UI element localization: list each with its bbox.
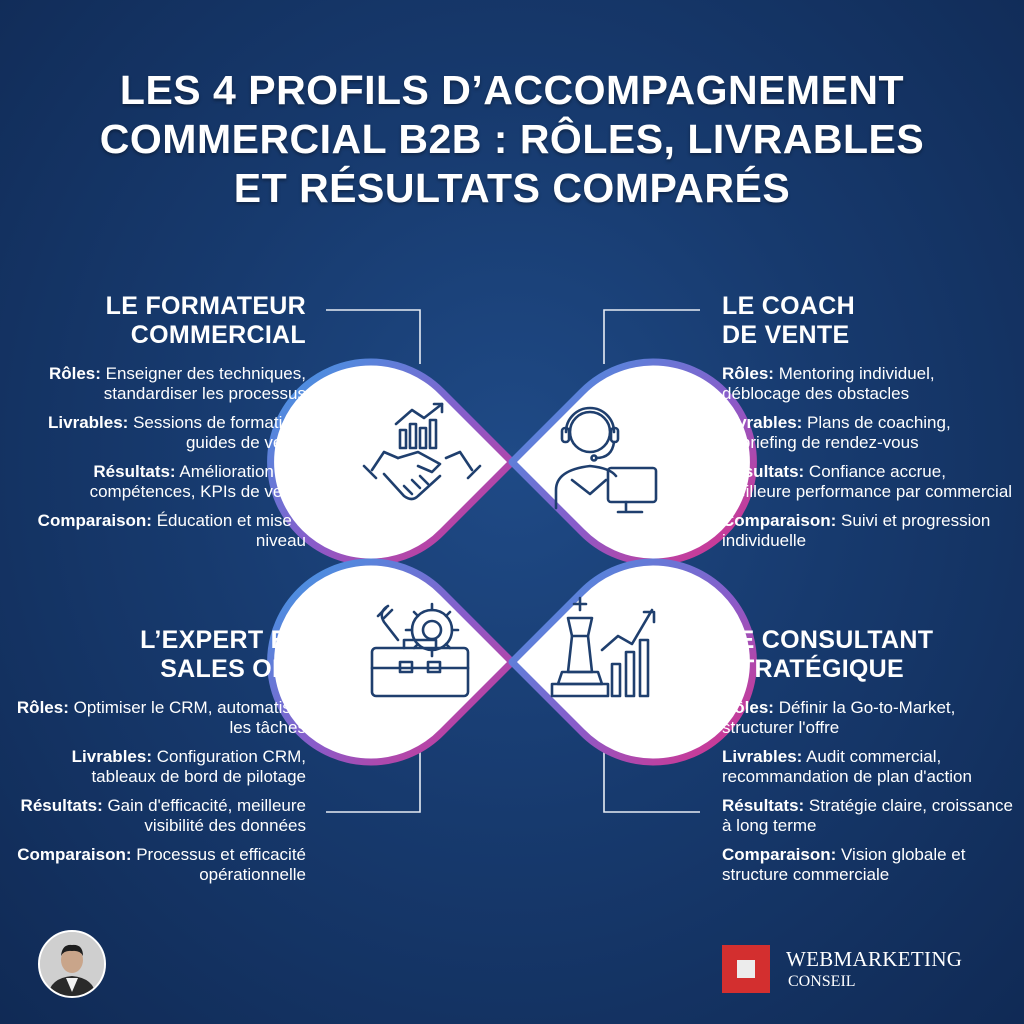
profile-shape-formateur: [271, 362, 512, 562]
item-label: Rôles:: [16, 698, 69, 717]
item-label: Comparaison:: [17, 845, 132, 864]
item-text: Processus et efficacité opérationnelle: [131, 845, 306, 884]
person-icon: [40, 932, 104, 996]
brand-logo: [722, 945, 992, 995]
item-label: Comparaison:: [722, 511, 837, 530]
profile-name: LE COACH DE VENTE: [722, 292, 855, 349]
item-text: Gain d'efficacité, meilleure visibilité des données: [102, 796, 306, 835]
item-label: Comparaison:: [37, 511, 152, 530]
item-text: Définir la Go-to-Market, structurer l'offre: [722, 698, 956, 737]
item-label: Livrables:: [722, 747, 803, 766]
profile-resultats: [10, 462, 306, 502]
profile-shape-sales-ops: [271, 562, 512, 762]
item-label: Résultats:: [20, 796, 103, 815]
item-label: Rôles:: [48, 364, 101, 383]
logo-text-line2: CONSEIL: [788, 973, 856, 990]
logo-square-icon: [722, 945, 770, 993]
item-text: Confiance accrue, meilleure performance par commercial: [722, 462, 1013, 501]
item-text: Vision globale et structure commerciale: [722, 845, 966, 884]
item-label: Résultats:: [722, 796, 805, 815]
profile-block-coach: [722, 292, 1014, 560]
item-text: Configuration CRM, tableaux de bord de pilotage: [91, 747, 306, 786]
profile-name: L’EXPERT EN SALES OPS: [140, 626, 306, 683]
avatar: [38, 930, 106, 998]
item-label: Livrables:: [722, 413, 803, 432]
item-label: Livrables:: [71, 747, 152, 766]
profile-block-sales-ops: [10, 626, 306, 894]
logo-text-line1: WEBMARKETING: [786, 947, 963, 971]
profile-livrables: [10, 413, 306, 453]
item-text: Mentoring individuel, déblocage des obstacles: [722, 364, 935, 403]
item-label: Résultats:: [93, 462, 176, 481]
item-label: Rôles:: [722, 364, 774, 383]
item-label: Résultats:: [722, 462, 805, 481]
profile-livrables: [10, 747, 306, 787]
profile-resultats: [10, 796, 306, 836]
profile-comparaison: [722, 511, 1014, 551]
item-label: Livrables:: [48, 413, 129, 432]
item-text: Enseigner des techniques, standardiser les processus: [100, 364, 306, 403]
item-text: Suivi et progression individuelle: [722, 511, 991, 550]
item-label: Rôles:: [722, 698, 774, 717]
profile-comparaison: [10, 511, 306, 551]
profile-comparaison: [10, 845, 306, 885]
profile-block-formateur: [10, 292, 306, 560]
profile-shape-coach: [512, 362, 753, 562]
profile-resultats: [722, 796, 1014, 836]
connector-line-formateur: [326, 310, 420, 364]
profile-livrables: [722, 413, 1014, 453]
item-text: Stratégie claire, croissance à long terme: [722, 796, 1014, 835]
page-title: LES 4 PROFILS D’ACCOMPAGNEMENT COMMERCIAL B2B : RÔLES, LIVRABLES ET RÉSULTATS COMPARÉS: [99, 67, 925, 211]
profile-roles: [722, 698, 1014, 738]
item-text: Sessions de formation, guides de vente: [128, 413, 306, 452]
profile-livrables: [722, 747, 1014, 787]
item-text: Optimiser le CRM, automatiser les tâches: [68, 698, 306, 737]
profile-block-consultant: [722, 626, 1014, 894]
profile-roles: [10, 698, 306, 738]
profile-comparaison: [722, 845, 1014, 885]
profile-roles: [722, 364, 1014, 404]
item-label: Comparaison:: [722, 845, 837, 864]
item-text: Plans de coaching, débriefing de rendez-vous: [722, 413, 951, 452]
profile-resultats: [722, 462, 1014, 502]
item-text: Audit commercial, recommandation de plan d'action: [722, 747, 972, 786]
connector-line-coach: [604, 310, 700, 364]
item-text: Éducation et mise à niveau: [151, 511, 306, 550]
item-text: Amélioration des compétences, KPIs de vente: [89, 462, 306, 501]
profile-name: LE FORMATEUR COMMERCIAL: [105, 292, 306, 349]
profile-roles: [10, 364, 306, 404]
profile-name: LE CONSULTANT STRATÉGIQUE: [722, 626, 934, 683]
